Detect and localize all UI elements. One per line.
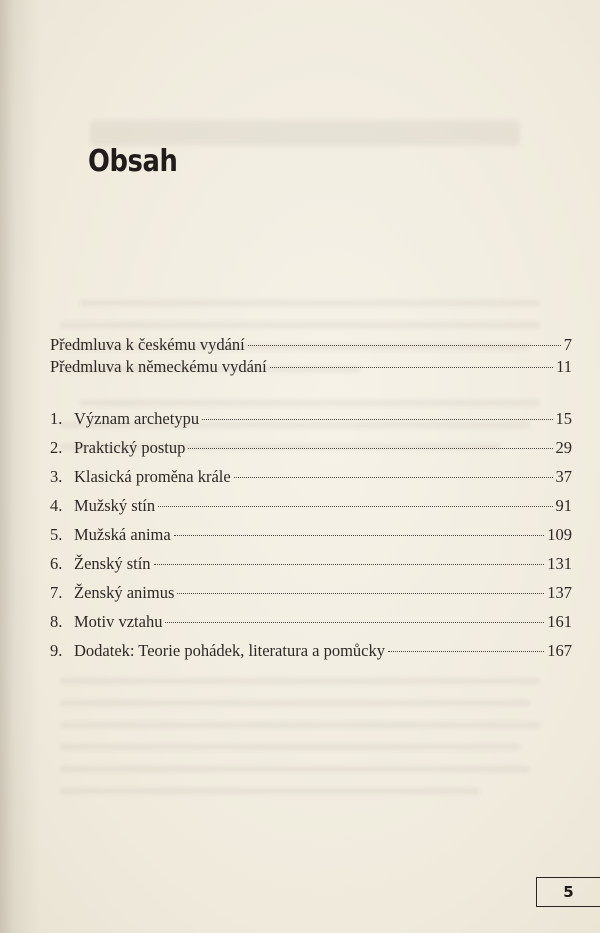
toc-entry-chapter-1[interactable] xyxy=(50,407,572,431)
toc-entry-label: Ženský animus xyxy=(74,583,175,602)
toc-entry-page: 167 xyxy=(547,641,572,660)
toc-entry-label: Předmluva k německému vydání xyxy=(50,357,267,376)
dot-leader xyxy=(158,505,552,507)
dot-leader xyxy=(177,592,544,594)
toc-entry-chapter-5[interactable] xyxy=(50,523,572,547)
page-number: 5 xyxy=(563,883,574,901)
dot-leader xyxy=(165,621,544,623)
toc-entry-label: Praktický postup xyxy=(74,438,186,457)
page-title: Obsah xyxy=(88,144,178,179)
dot-leader xyxy=(248,344,561,346)
toc-entry-number: 8. xyxy=(50,612,63,631)
toc-entry-page: 161 xyxy=(547,612,572,631)
toc-entry-page: 137 xyxy=(547,583,572,602)
toc-entry-page: 29 xyxy=(555,438,572,457)
dot-leader xyxy=(174,534,545,536)
dot-leader xyxy=(234,476,553,478)
toc-entry-number: 6. xyxy=(50,554,63,573)
toc-entry-number: 3. xyxy=(50,467,63,486)
toc-entry-label: Předmluva k českému vydání xyxy=(50,335,245,354)
toc-entry-page: 11 xyxy=(556,357,572,376)
toc-entry-page: 131 xyxy=(547,554,572,573)
toc-entry-label: Klasická proměna krále xyxy=(74,467,231,486)
toc-entry-number: 9. xyxy=(50,641,63,660)
toc-entry-chapter-6[interactable] xyxy=(50,552,572,576)
toc-entry-page: 37 xyxy=(555,467,572,486)
dot-leader xyxy=(388,650,544,652)
toc-entry-chapter-4[interactable] xyxy=(50,494,572,518)
dot-leader xyxy=(202,418,552,420)
dot-leader xyxy=(270,366,553,368)
toc-entry-label: Ženský stín xyxy=(74,554,151,573)
toc-entry-chapter-2[interactable] xyxy=(50,436,572,460)
toc-entry-number: 1. xyxy=(50,409,63,428)
toc-entry-number: 7. xyxy=(50,583,63,602)
toc-entry-number: 2. xyxy=(50,438,63,457)
toc-entry-label: Mužský stín xyxy=(74,496,156,515)
toc-entry-page: 91 xyxy=(555,496,572,515)
dot-leader xyxy=(154,563,545,565)
dot-leader xyxy=(188,447,552,449)
toc-entry-label: Mužská anima xyxy=(74,525,171,544)
toc-entry-label: Motiv vztahu xyxy=(74,612,163,631)
toc-entry-page: 15 xyxy=(555,409,572,428)
toc-entry-chapter-8[interactable] xyxy=(50,610,572,634)
toc-entry-number: 5. xyxy=(50,525,63,544)
toc-entry-preface-czech[interactable] xyxy=(50,333,572,357)
toc-entry-chapter-9[interactable] xyxy=(50,639,572,663)
page-number-box xyxy=(536,877,600,907)
toc-entry-page: 7 xyxy=(563,335,572,354)
toc-entry-number: 4. xyxy=(50,496,63,515)
toc-entry-page: 109 xyxy=(547,525,572,544)
toc-entry-label: Význam archetypu xyxy=(74,409,200,428)
toc-entry-chapter-3[interactable] xyxy=(50,465,572,489)
toc-entry-preface-german[interactable] xyxy=(50,355,572,379)
toc-entry-chapter-7[interactable] xyxy=(50,581,572,605)
toc-entry-label: Dodatek: Teorie pohádek, literatura a pomůcky xyxy=(74,641,386,660)
